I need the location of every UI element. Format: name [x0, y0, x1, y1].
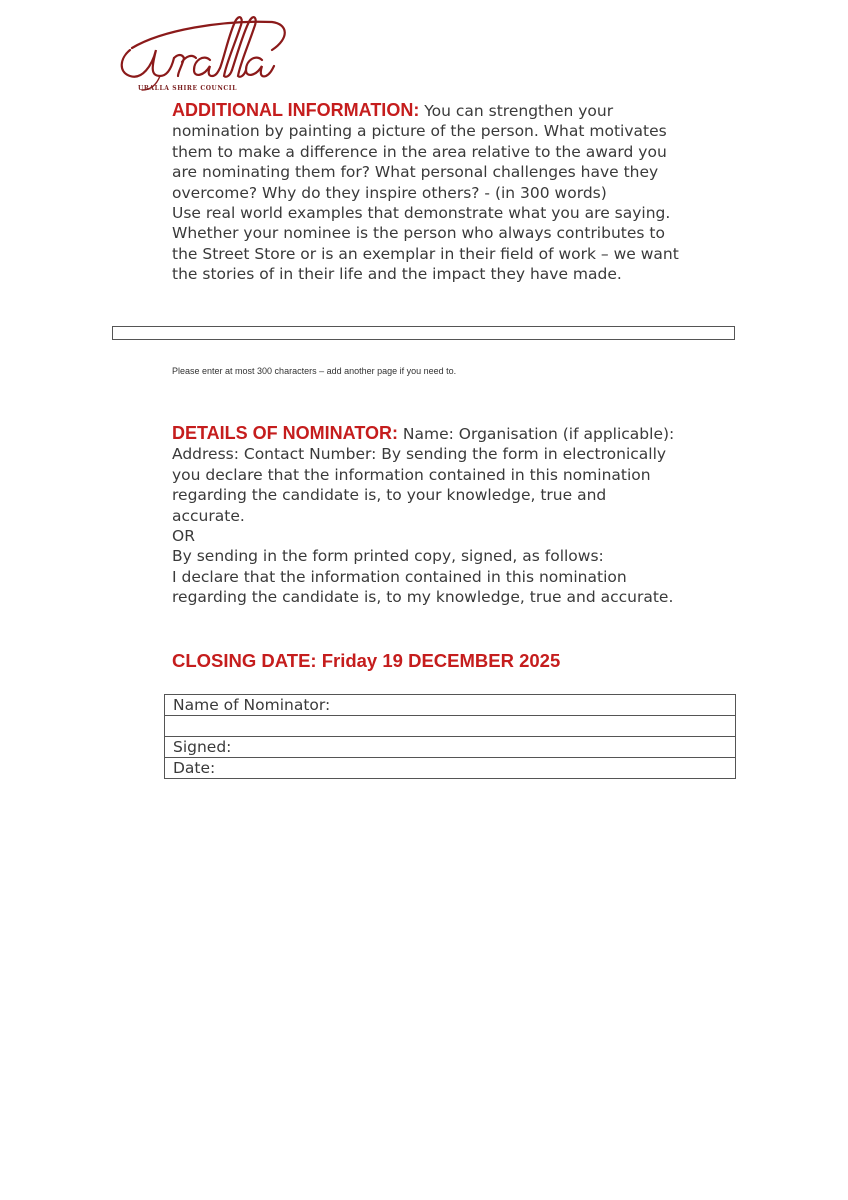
- signed-field[interactable]: Signed:: [165, 737, 736, 758]
- nominator-intro-paragraph: [172, 423, 682, 526]
- additional-intro: You can strengthen your nomination by painting a picture of the person. What motivates them to make a difference in the area relative to the award you are nominating them for? What personal challenges have they overcome? Why do they inspire others? - (in 300 words): [172, 102, 667, 202]
- nominator-intro: Name: Organisation (if applicable): Address: Contact Number: By sending the form in electronically you declare that the information contained in this nomination regarding the candidate is, to your knowledge, true and accurate.: [172, 425, 675, 525]
- name-of-nominator-field[interactable]: Name of Nominator:: [165, 695, 736, 716]
- additional-answer-field[interactable]: [112, 326, 735, 340]
- additional-information-section: [172, 100, 682, 285]
- table-row: [165, 716, 736, 737]
- nominator-declaration: I declare that the information contained in this nomination regarding the candidate is, to my knowledge, true and accurate.: [172, 567, 674, 607]
- nominator-signature-table: [164, 694, 736, 779]
- nominator-section: [172, 423, 682, 608]
- blank-field[interactable]: [165, 716, 736, 737]
- table-row: [165, 737, 736, 758]
- closing-date: CLOSING DATE: Friday 19 DECEMBER 2025: [172, 650, 561, 671]
- council-name: URALLA SHIRE COUNCIL: [138, 85, 238, 92]
- table-row: [165, 758, 736, 779]
- nominator-printed: By sending in the form printed copy, signed, as follows:: [172, 547, 604, 566]
- date-field[interactable]: Date:: [165, 758, 736, 779]
- nominator-or: OR: [172, 527, 195, 546]
- additional-heading: ADDITIONAL INFORMATION:: [172, 100, 420, 120]
- additional-intro-paragraph: [172, 100, 682, 203]
- additional-detail: Use real world examples that demonstrate what you are saying. Whether your nominee is the person who always contributes to the Street Store or is an exemplar in their field of work – we want the stories of in their life and the impact they have made.: [172, 204, 679, 284]
- nominator-heading: DETAILS OF NOMINATOR:: [172, 423, 398, 443]
- character-limit-note: Please enter at most 300 characters – add another page if you need to.: [172, 366, 457, 376]
- table-row: [165, 695, 736, 716]
